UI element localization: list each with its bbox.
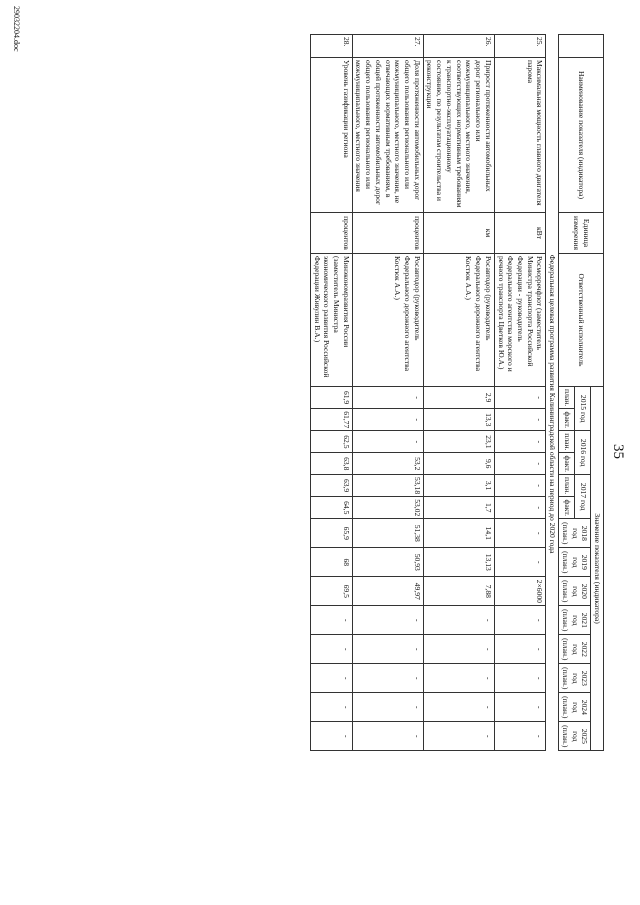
row-value: - xyxy=(494,635,546,664)
row-value: 69,5 xyxy=(310,577,352,606)
row-value: - xyxy=(494,722,546,751)
row-resp: Росавтодор (руководитель Федерального дорожного агентства Костюк А.А.) xyxy=(352,254,423,387)
plan-2016: план. xyxy=(559,431,575,453)
row-value: 13,13 xyxy=(423,548,494,577)
row-unit: кВт xyxy=(494,213,546,254)
row-value: - xyxy=(494,475,546,497)
row-value: - xyxy=(352,693,423,722)
row-value: - xyxy=(494,431,546,453)
row-value: - xyxy=(310,722,352,751)
row-value: - xyxy=(494,519,546,548)
row-value: - xyxy=(310,606,352,635)
row-value: 63,8 xyxy=(310,453,352,475)
plan-2017: план. xyxy=(559,475,575,497)
table-row xyxy=(310,35,352,751)
row-value: 14,1 xyxy=(423,519,494,548)
row-value: - xyxy=(494,693,546,722)
row-value: 3,1 xyxy=(423,475,494,497)
row-value: - xyxy=(310,664,352,693)
row-value: 53,2 xyxy=(352,453,423,475)
row-unit: процентов xyxy=(310,213,352,254)
row-name: Прирост протяженности автомобильных дорог регионального или межмуниципального, местного значения, соответствующих нормативным требованиям к транспортно-эксплуатационному состоянию, по результатам строительства и реконструкции xyxy=(423,58,494,213)
row-value: - xyxy=(423,664,494,693)
col-num xyxy=(559,35,604,58)
col-values: Значение показателя (индикатора) xyxy=(591,387,604,751)
row-value: - xyxy=(494,453,546,475)
indicator-table xyxy=(310,34,604,751)
row-value: 2,9 xyxy=(423,387,494,409)
row-value: - xyxy=(310,693,352,722)
row-value: 62,5 xyxy=(310,431,352,453)
row-value: - xyxy=(423,606,494,635)
row-value: - xyxy=(352,722,423,751)
section-row xyxy=(546,35,559,751)
row-value: 49,97 xyxy=(352,577,423,606)
row-unit: процентов xyxy=(352,213,423,254)
row-value: - xyxy=(352,431,423,453)
row-value: 23,1 xyxy=(423,431,494,453)
fact-2015: факт. xyxy=(559,409,575,431)
row-value: - xyxy=(310,635,352,664)
row-value: 61,77 xyxy=(310,409,352,431)
row-num: 25. xyxy=(494,35,546,58)
row-num: 27. xyxy=(352,35,423,58)
row-value: 2×6000 xyxy=(494,577,546,606)
table-row xyxy=(352,35,423,751)
row-value: - xyxy=(494,387,546,409)
table-row xyxy=(494,35,546,751)
row-value: - xyxy=(423,693,494,722)
row-value: - xyxy=(494,664,546,693)
footer-filename: 2903220​4.doc xyxy=(12,6,21,52)
fact-2017: факт. xyxy=(559,497,575,519)
row-value: - xyxy=(494,548,546,577)
row-num: 26. xyxy=(423,35,494,58)
row-name: Уровень газификации региона xyxy=(310,58,352,213)
row-value: - xyxy=(352,387,423,409)
row-value: - xyxy=(494,409,546,431)
year-2025: 2025 год (план.) xyxy=(559,722,591,751)
row-value: - xyxy=(352,664,423,693)
row-value: - xyxy=(352,409,423,431)
row-value: 63,9 xyxy=(310,475,352,497)
row-value: - xyxy=(494,606,546,635)
year-2018: 2018 год (план.) xyxy=(559,519,591,548)
year-2016: 2016 год xyxy=(575,431,591,475)
year-2015: 2015 год xyxy=(575,387,591,431)
row-value: 9,6 xyxy=(423,453,494,475)
row-value: - xyxy=(352,606,423,635)
page-number: 35 xyxy=(610,444,626,459)
year-2023: 2023 год (план.) xyxy=(559,664,591,693)
row-name: Максимальная мощность главного двигателя парома xyxy=(494,58,546,213)
year-2022: 2022 год (план.) xyxy=(559,635,591,664)
row-value: 13,3 xyxy=(423,409,494,431)
table-row xyxy=(423,35,494,751)
row-value: - xyxy=(352,635,423,664)
row-value: 1,7 xyxy=(423,497,494,519)
plan-2015: план. xyxy=(559,387,575,409)
row-value: 53,18 xyxy=(352,475,423,497)
row-unit: км xyxy=(423,213,494,254)
year-2017: 2017 год xyxy=(575,475,591,519)
row-resp: Минэкономразвития России (заместитель Министра экономического развития Российской Федерации Живулин В.А.) xyxy=(310,254,352,387)
section-title: Федеральная целевая программа развития Калининградской области на период до 2020 года xyxy=(548,254,558,554)
row-value: 68 xyxy=(310,548,352,577)
row-value: 51,38 xyxy=(352,519,423,548)
row-value: - xyxy=(423,635,494,664)
col-unit: Единица измерения xyxy=(559,213,604,254)
row-value: 64,5 xyxy=(310,497,352,519)
fact-2016: факт. xyxy=(559,453,575,475)
row-value: 65,9 xyxy=(310,519,352,548)
row-value: 7,88 xyxy=(423,577,494,606)
row-num: 28. xyxy=(310,35,352,58)
year-2024: 2024 год (план.) xyxy=(559,693,591,722)
row-name: Доля протяженности автомобильных дорог общего пользования регионального или межмуниципального, местного значения, не отвечающих нормативным требованиям, в общей протяженности автомобильных дорог общего пользования регионального или межмуниципального, местного значения xyxy=(352,58,423,213)
year-2019: 2019 год (план.) xyxy=(559,548,591,577)
row-value: - xyxy=(423,722,494,751)
row-value: - xyxy=(494,497,546,519)
col-resp: Ответственный исполнитель xyxy=(559,254,604,387)
col-name: Наименование показателя (индикатора) xyxy=(559,58,604,213)
row-value: 53,02 xyxy=(352,497,423,519)
year-2020: 2020 год (план.) xyxy=(559,577,591,606)
row-resp: Росморречфлот (заместитель Министра транспорта Российской Федерации - руководитель Федерального агентства морского и речного транспорта Цветков Ю.А.) xyxy=(494,254,546,387)
row-value: 61,9 xyxy=(310,387,352,409)
row-value: 50,93 xyxy=(352,548,423,577)
year-2021: 2021 год (план.) xyxy=(559,606,591,635)
row-resp: Росавтодор (руководитель Федерального дорожного агентства Костюк А.А.) xyxy=(423,254,494,387)
